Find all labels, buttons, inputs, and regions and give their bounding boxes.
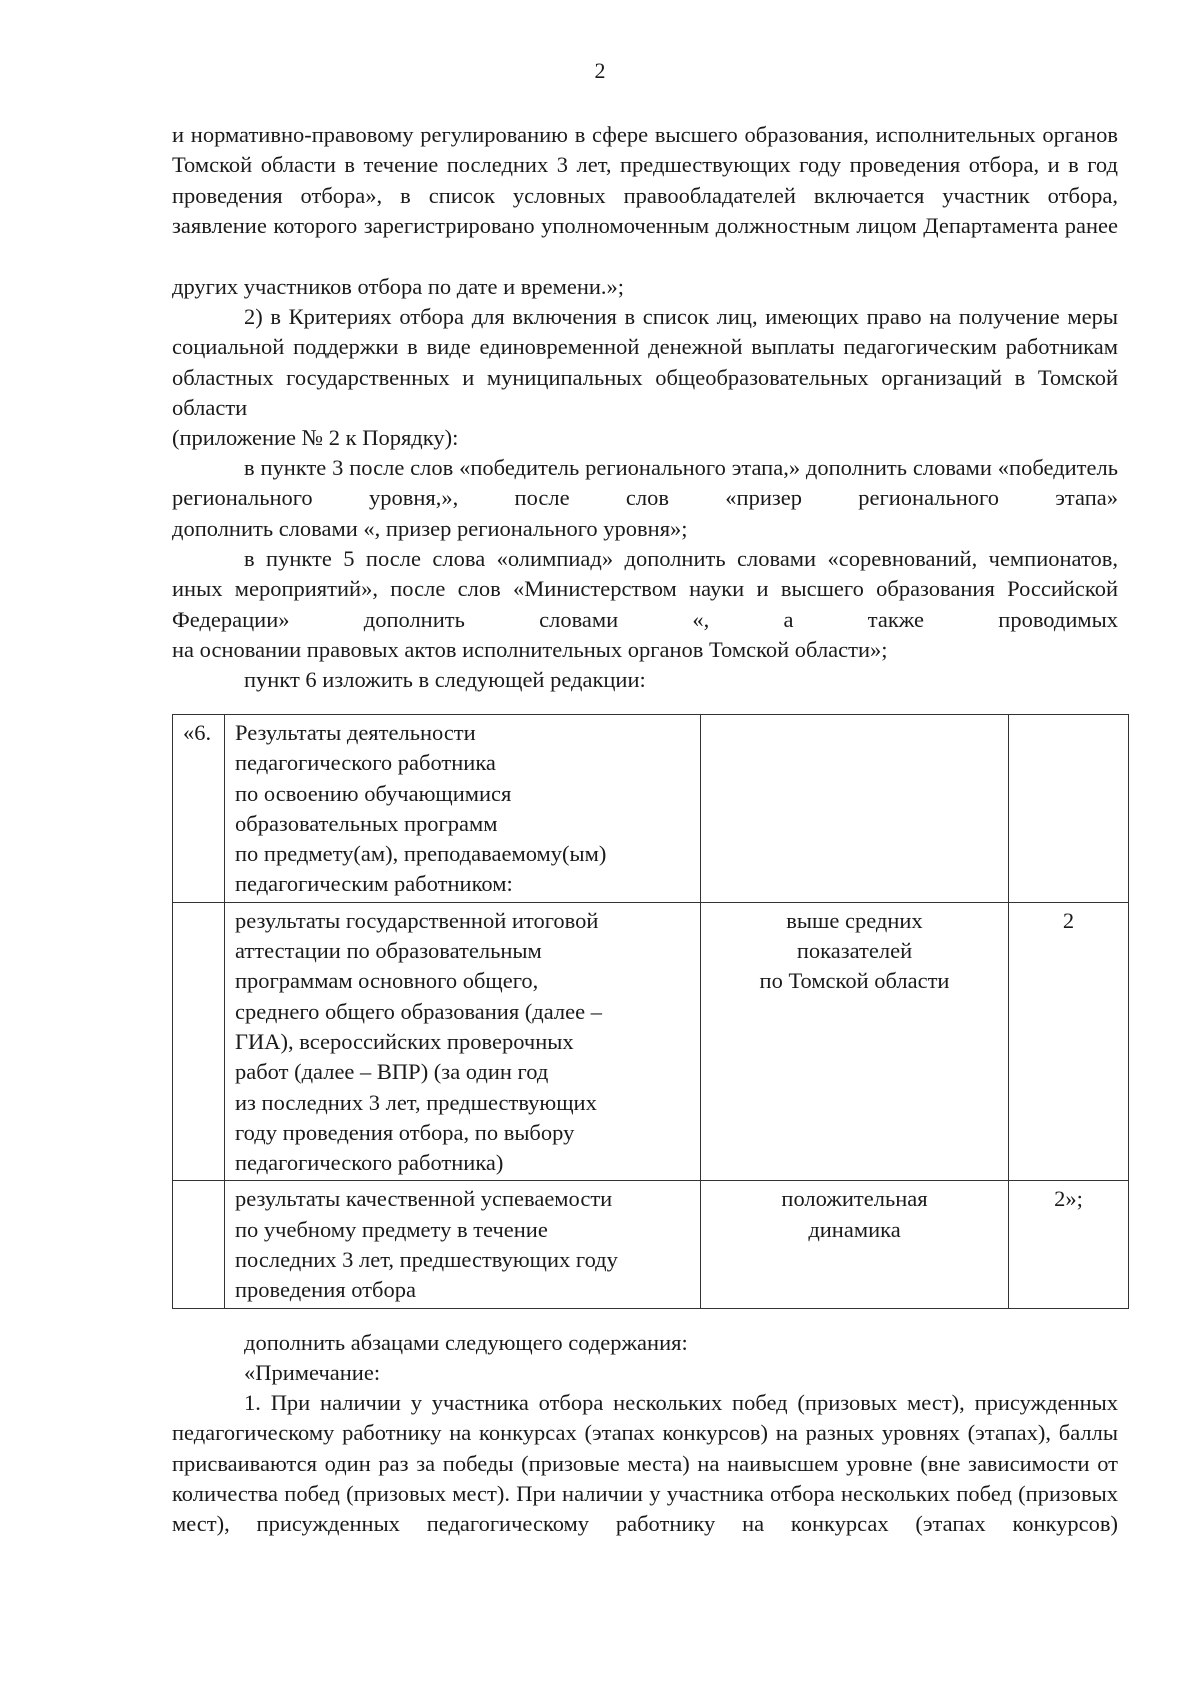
table-cell-number (173, 1181, 225, 1308)
paragraph-point-3 (172, 453, 1118, 514)
table-cell-points (1009, 715, 1129, 903)
table-cell-points: 2»; (1009, 1181, 1129, 1308)
page-number: 2 (594, 58, 606, 83)
paragraph-point-6-intro (244, 665, 1118, 695)
paragraph-text: 1. При наличии у участника отбора нескольких побед (призовых мест), присужденных педагогическому работнику на конкурсах (этапах конкурсов) на разных уровнях (этапах), баллы присваиваются один раз за победы (призовые места) на наивысшем уровне (вне зависимости от количества побед (призовых мест). При наличии у участника отбора нескольких побед (призовых мест), присужденных педагогическому работнику на конкурсах (этапах конкурсов) (172, 1390, 1118, 1537)
paragraph-item-2 (172, 302, 1118, 423)
paragraph-note-1 (172, 1388, 1118, 1539)
paragraph-text: и нормативно-правовому регулированию в сфере высшего образования, исполнительных органов Томской области в течение последних 3 лет, предшествующих году проведения отбора, и в год проведения отбора», в список условных правообладателей включается участник отбора, заявление которого зарегистрировано уполномоченным должностным лицом Департамента ранее (172, 122, 1118, 238)
criteria-table (172, 714, 1129, 1309)
table-cell-points: 2 (1009, 902, 1129, 1181)
paragraph-point-3-end (172, 514, 1118, 544)
paragraph-text: пункт 6 изложить в следующей редакции: (244, 667, 646, 692)
table-row (173, 1181, 1129, 1308)
table-cell-criterion: результаты качественной успеваемости по учебному предмету в течение последних 3 лет, предшествующих году проведения отбора (225, 1181, 701, 1308)
paragraph-text: 2) в Критериях отбора для включения в список лиц, имеющих право на получение меры социальной поддержки в виде единовременной денежной выплаты педагогическим работникам областных государственных и муниципальных общеобразовательных организаций в Томской области (172, 304, 1118, 420)
table-row (173, 902, 1129, 1181)
table-cell-criterion: Результаты деятельности педагогического работника по освоению обучающимися образовательных программ по предмету(ам), преподаваемому(ым) педагогическим работником: (225, 715, 701, 903)
paragraph-text: «Примечание: (244, 1360, 381, 1385)
paragraph-point-5-end (172, 635, 1118, 665)
table-cell-condition: выше средних показателей по Томской области (701, 902, 1009, 1181)
paragraph-text: на основании правовых актов исполнительных органов Томской области»; (172, 637, 888, 662)
table-cell-number (173, 902, 225, 1181)
paragraph-text: в пункте 5 после слова «олимпиад» дополнить словами «соревнований, чемпионатов, иных мероприятий», после слов «Министерством науки и высшего образования Российской Федерации» дополнить словами «, а также проводимых (172, 546, 1118, 632)
paragraph-text: дополнить словами «, призер регионального уровня»; (172, 516, 688, 541)
table-cell-criterion: результаты государственной итоговой аттестации по образовательным программам основного общего, среднего общего образования (далее – ГИА), всероссийских проверочных работ (далее – ВПР) (за один год из последних 3 лет, предшествующих году проведения отбора, по выбору педагогического работника) (225, 902, 701, 1181)
table-cell-condition (701, 715, 1009, 903)
table-cell-condition: положительная динамика (701, 1181, 1009, 1308)
paragraph-text: дополнить абзацами следующего содержания: (244, 1330, 688, 1355)
table-cell-number: «6. (173, 715, 225, 903)
paragraph-text: (приложение № 2 к Порядку): (172, 425, 459, 450)
paragraph-text: в пункте 3 после слов «победитель регионального этапа,» дополнить словами «победитель регионального уровня,», после слов «призер регионального этапа» (172, 455, 1118, 511)
paragraph-note-heading (244, 1358, 1118, 1388)
paragraph-continuation-end (172, 272, 1118, 302)
table-row (173, 715, 1129, 903)
paragraph-continuation (172, 120, 1118, 241)
paragraph-point-5 (172, 544, 1118, 635)
paragraph-item-2-end (172, 423, 1118, 453)
paragraph-add-intro (244, 1328, 1118, 1358)
paragraph-text: других участников отбора по дате и времени.»; (172, 274, 625, 299)
